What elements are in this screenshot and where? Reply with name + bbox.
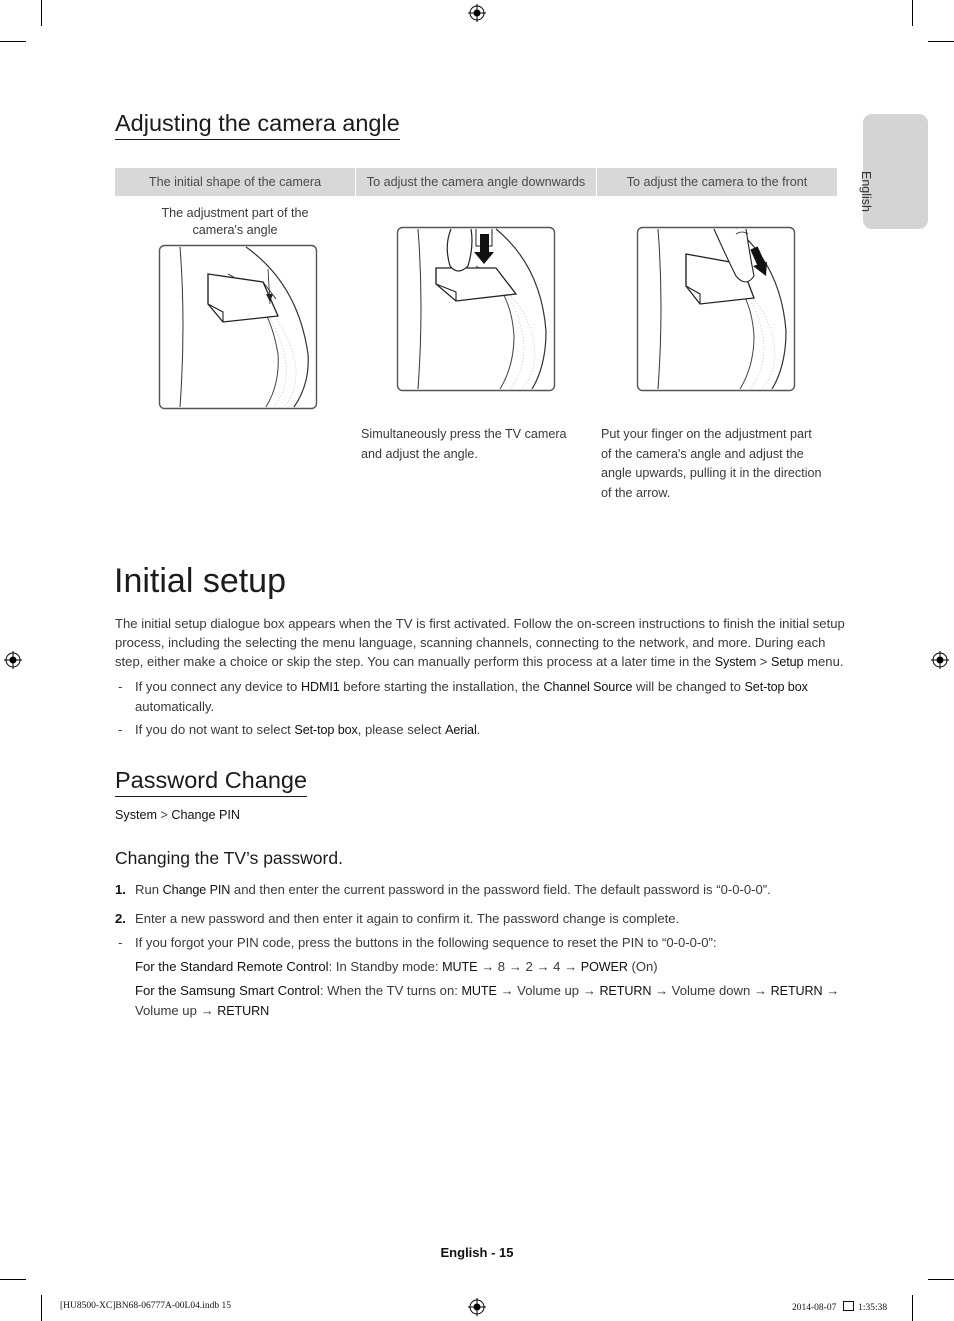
crop-mark [0, 1279, 26, 1280]
adjust-front-instructions: Put your finger on the adjustment part of the camera's angle and adjust the angle upwards, pulling it in the direction of the arrow. [601, 427, 822, 500]
crop-mark [912, 1295, 913, 1321]
crop-mark [0, 41, 26, 42]
camera-front-illustration [636, 226, 796, 392]
language-tab-label: English [859, 171, 873, 212]
step-enter-new-password: Enter a new password and then enter it again to confirm it. The password change is complete. [135, 911, 680, 926]
adjust-down-instructions: Simultaneously press the TV camera and adjust the angle. [361, 427, 567, 461]
crop-mark [928, 41, 954, 42]
password-change-heading: Password Change [115, 767, 307, 797]
forgot-pin-note: If you forgot your PIN code, press the buttons in the following sequence to reset the PIN to “0-0-0-0”: [135, 935, 717, 950]
note-hdmi1: If you connect any device to HDMI1 before starting the installation, the Channel Source will be changed to Set-top box automatically. [135, 679, 808, 715]
initial-setup-heading: Initial setup [114, 562, 286, 600]
adjustment-part-label: The adjustment part of the camera's angle [161, 206, 309, 237]
footer-file-info: [HU8500-XC]BN68-06777A-00L04.indb 15 [60, 1301, 231, 1311]
table-header-adjust-down: To adjust the camera angle downwards [356, 168, 596, 196]
crop-mark [41, 1295, 42, 1321]
camera-initial-illustration [158, 244, 318, 410]
note-dash: - [118, 679, 123, 694]
printer-glyph-icon [843, 1301, 854, 1311]
step-number: 2. [115, 911, 126, 926]
page-number: English - 15 [440, 1245, 514, 1260]
crop-mark [41, 0, 42, 26]
registration-mark-icon [4, 651, 22, 669]
registration-mark-icon [931, 651, 949, 669]
smart-control-sequence: For the Samsung Smart Control: When the TV turns on: MUTE → Volume up → RETURN → Volume down → RETURN → Volume up → RETURN [135, 983, 840, 1019]
password-subheading: Changing the TV’s password. [115, 848, 343, 868]
camera-section-heading: Adjusting the camera angle [115, 110, 400, 140]
standard-remote-sequence: For the Standard Remote Control: In Standby mode: MUTE → 8 → 2 → 4 → POWER (On) [135, 959, 658, 974]
registration-mark-icon [468, 1298, 486, 1316]
menu-path: System > Change PIN [115, 808, 240, 822]
table-header-initial-shape: The initial shape of the camera [115, 168, 355, 196]
initial-setup-paragraph: The initial setup dialogue box appears when the TV is first activated. Follow the on-screen instructions to finish the initial setup process, including the selecting the menu language, scanning channels, connecting to the network, and more. During each step, either make a choice or skip the step. You can manually perform this process at a later time in the System > Setup menu. [115, 616, 845, 670]
footer-timestamp: 2014-08-07 1:35:38 [792, 1303, 888, 1313]
crop-mark [912, 0, 913, 26]
registration-mark-icon [468, 4, 486, 22]
note-dash: - [118, 935, 123, 950]
camera-downward-illustration [396, 226, 556, 392]
crop-mark [928, 1279, 954, 1280]
note-dash: - [118, 722, 123, 737]
step-run-change-pin: Run Change PIN and then enter the current password in the password field. The default password is “0-0-0-0”. [135, 882, 771, 897]
note-set-top-box: If you do not want to select Set-top box, please select Aerial. [135, 722, 481, 737]
step-number: 1. [115, 882, 126, 897]
table-header-adjust-front: To adjust the camera to the front [597, 168, 837, 196]
